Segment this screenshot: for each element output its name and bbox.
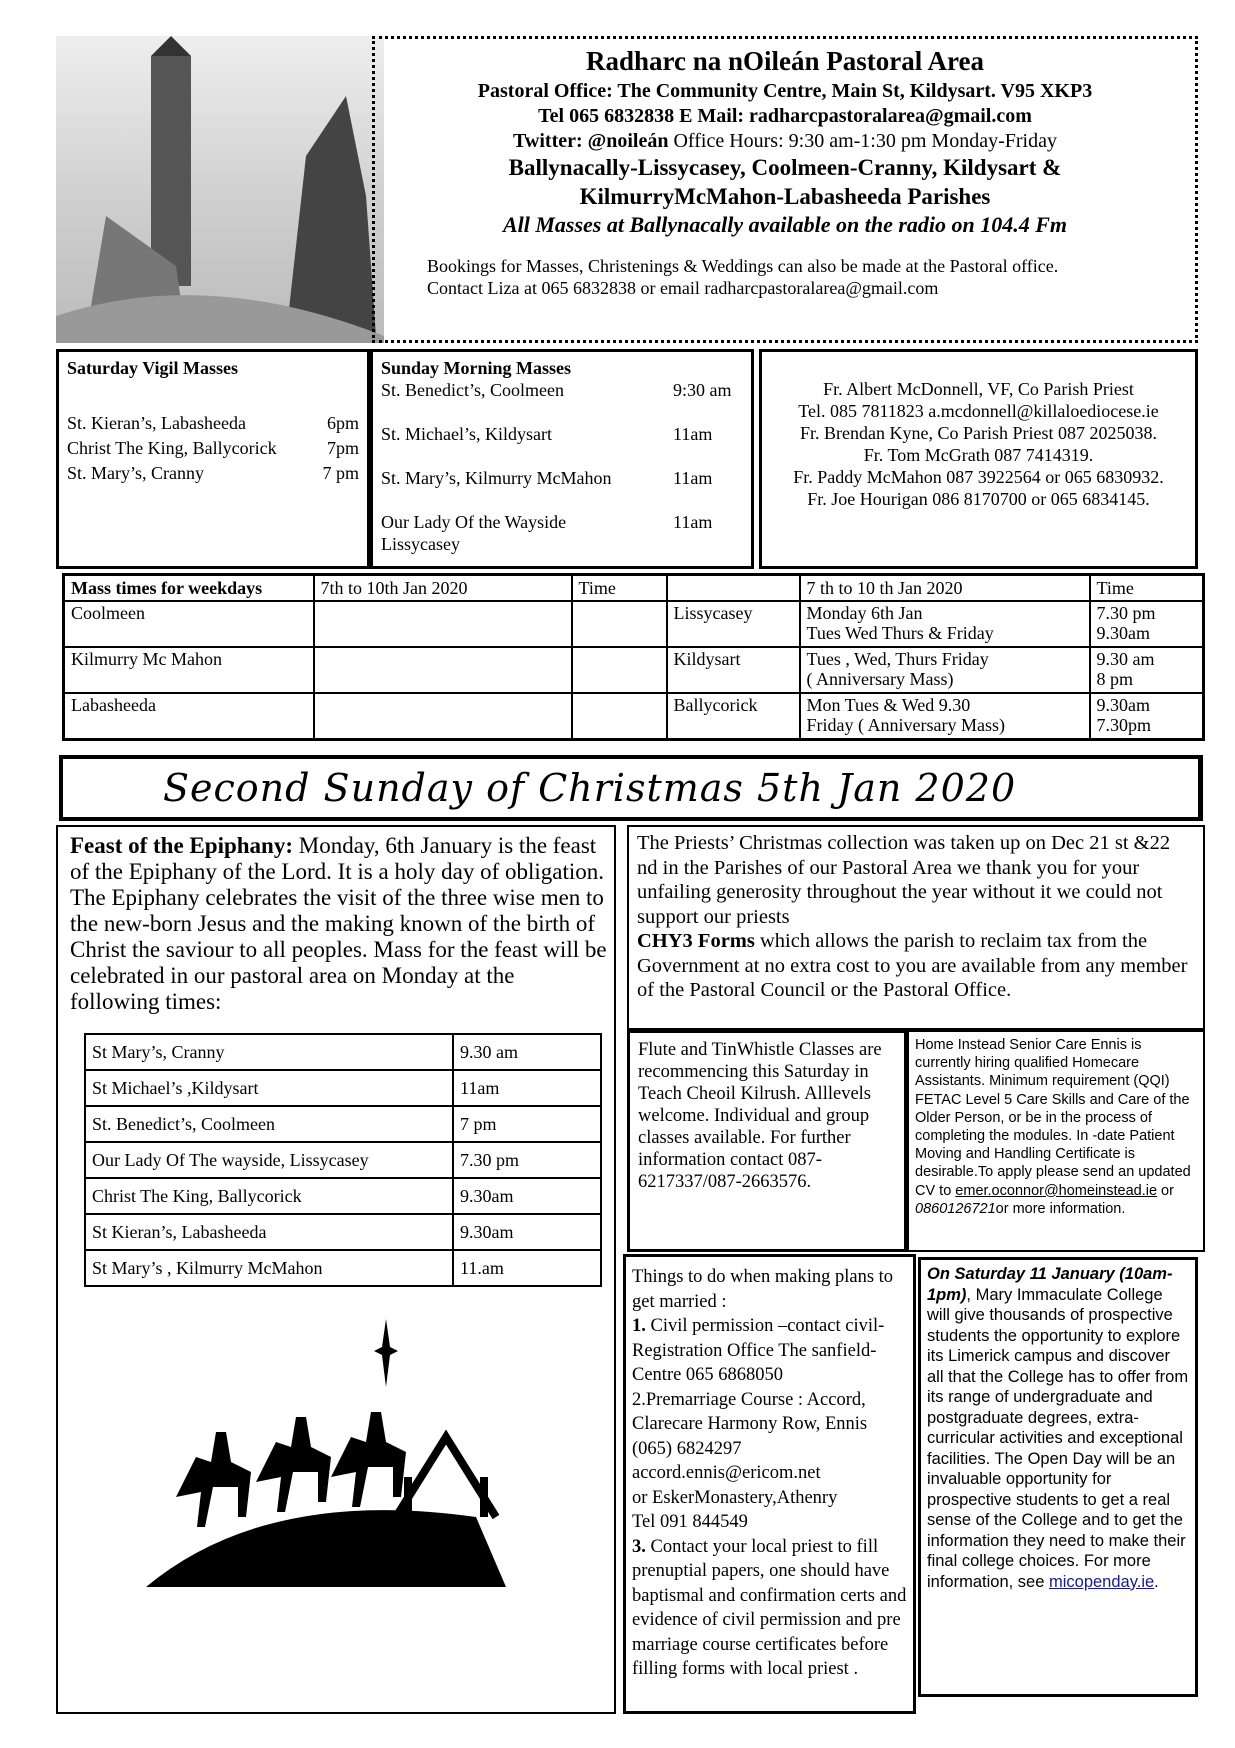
epiphany-mass-row: [85, 1214, 601, 1250]
sunday-mass-row: [381, 467, 743, 511]
epiphany-mass-table: [84, 1033, 602, 1287]
sunday-banner: [59, 755, 1203, 821]
weekday-cell: Mon Tues & Wed 9.30 Friday ( Anniversary Mass): [800, 693, 1090, 739]
weekday-cell: Coolmeen: [64, 601, 314, 647]
weekday-cell: 9.30am 7.30pm: [1090, 693, 1204, 739]
nativity-silhouette-icon: [146, 1317, 506, 1597]
church-name: St Mary’s, Cranny: [85, 1034, 453, 1070]
header-info-box: [372, 36, 1198, 343]
weekday-cell: Kilmurry Mc Mahon: [64, 647, 314, 693]
priest-contact: Tel. 085 7811823 a.mcdonnell@killaloediocese.ie: [798, 401, 1159, 421]
weekday-cell: Lissycasey: [667, 601, 800, 647]
weekday-cell: [314, 601, 572, 647]
weekday-cell: 7.30 pm 9.30am: [1090, 601, 1204, 647]
esker-monastery: or EskerMonastery,Athenry: [632, 1487, 838, 1508]
weekday-cell: 9.30 am 8 pm: [1090, 647, 1204, 693]
mic-text: , Mary Immaculate College will give thousands of prospective students the opportunity to explore its Limerick campus and discover all that the College has to offer from its range of undergraduate and postgraduate degrees, extra-curricular activities and exceptional facilities. The Open Day will be an invaluable opportunity for prospective students to get a real sense of the College and to get the information they need to make their final college choices. For more information, see: [927, 1285, 1189, 1591]
sunday-masses-box: [370, 349, 754, 569]
epiphany-mass-row: [85, 1178, 601, 1214]
weekday-header-cell: Mass times for weekdays: [64, 575, 314, 602]
mic-end: .: [1154, 1572, 1159, 1591]
esker-phone: Tel 091 844549: [632, 1512, 748, 1532]
epiphany-mass-row: [85, 1034, 601, 1070]
weekday-row: [64, 601, 1204, 647]
saturday-mass-row: [67, 411, 359, 436]
chy3-text: which allows the parish to reclaim tax from the Government at no extra cost to you are available from any member of the Pastoral Council or the Pastoral Office.: [637, 930, 1188, 1001]
mass-time: 6pm: [326, 413, 359, 433]
accord-email: accord.ennis@ericom.net: [632, 1463, 821, 1483]
weekday-cell: Ballycorick: [667, 693, 800, 739]
weekday-cell: [572, 693, 667, 739]
epiphany-mass-row: [85, 1106, 601, 1142]
weekday-cell: Kildysart: [667, 647, 800, 693]
saturday-vigil-box: [56, 349, 370, 569]
marriage-step-2: 2.Premarriage Course : Accord, Clarecare Harmony Row, Ennis (065) 6824297: [632, 1389, 868, 1459]
step-3-number: 3.: [632, 1536, 646, 1557]
sunday-title: Sunday Morning Masses: [381, 358, 572, 378]
mass-time: 11am: [673, 512, 713, 532]
church-name: Christ The King, Ballycorick: [67, 438, 277, 458]
sunday-mass-row: [381, 379, 743, 423]
mass-time: 9.30am: [453, 1214, 601, 1250]
homecare-email-link[interactable]: emer.oconnor@homeinstead.ie: [955, 1182, 1158, 1199]
step-3-text: Contact your local priest to fill prenuptial papers, one should have baptismal and confirmation certs and evidence of civil permission and pre marriage course certificates before filling forms with local priest .: [632, 1536, 907, 1679]
saturday-mass-row: [67, 436, 359, 461]
weekday-cell: [572, 647, 667, 693]
marriage-step-1: [632, 1314, 907, 1388]
contact-line: Tel 065 6832838 E Mail: radharcpastoralarea@gmail.com: [538, 104, 1032, 127]
homecare-or: or: [1157, 1182, 1174, 1199]
twitter-hours-line: [375, 129, 1195, 154]
mass-time: 7.30 pm: [453, 1142, 601, 1178]
mass-time: 9.30 am: [453, 1034, 601, 1070]
mass-time: 9.30am: [453, 1178, 601, 1214]
homecare-box: [907, 1030, 1205, 1252]
homecare-text: Home Instead Senior Care Ennis is currently hiring qualified Homecare Assistants. Minimum requirement (QQI) FETAC Level 5 Care Skills and Care of the Older Person, or be in the process of completing the modules. In -date Patient Moving and Handling Certificate is desirable.To apply please send an updated CV to: [915, 1037, 1191, 1199]
saturday-mass-row: [67, 461, 359, 486]
priest-contact: Fr. Albert McDonnell, VF, Co Parish Priest: [823, 379, 1134, 399]
step-1-text: Civil permission –contact civil-Registration Office The sanfield-Centre 065 6868050: [632, 1316, 885, 1385]
twitter-handle: Twitter: @noileán: [513, 129, 669, 152]
church-name: St Michael’s ,Kildysart: [85, 1070, 453, 1106]
radio-notice: All Masses at Ballynacally available on the radio on 104.4 Fm: [502, 212, 1068, 238]
office-address: Pastoral Office: The Community Centre, Main St, Kildysart. V95 XKP3: [477, 79, 1093, 102]
church-name: Our Lady Of the Wayside Lissycasey: [381, 512, 567, 554]
parishes-line-2: KilmurryMcMahon-Labasheeda Parishes: [579, 183, 991, 209]
collection-box: [627, 825, 1205, 1030]
church-name: St. Mary’s, Cranny: [67, 463, 204, 483]
priest-contact: Fr. Brendan Kyne, Co Parish Priest 087 2025038.: [800, 423, 1157, 443]
epiphany-text: [70, 833, 608, 1015]
mic-date: On Saturday 11 January (10am-1pm): [927, 1265, 1173, 1304]
banner-title: Second Sunday of Christmas 5th Jan 2020: [163, 766, 1017, 810]
flute-text: Flute and TinWhistle Classes are recommencing this Saturday in Teach Cheoil Kilrush. Alllevels welcome. Individual and group classes available. For further information contact 087-6217337/087-2663576.: [638, 1040, 882, 1192]
mass-time: 11am: [453, 1070, 601, 1106]
weekday-header-cell: Time: [572, 575, 667, 602]
weekday-header-cell: Time: [1090, 575, 1204, 602]
church-name: St. Mary’s, Kilmurry McMahon: [381, 468, 612, 488]
micopenday-link[interactable]: micopenday.ie: [1048, 1572, 1155, 1591]
parishes-line-1: Ballynacally-Lissycasey, Coolmeen-Cranny, Kildysart &: [508, 154, 1062, 180]
weekday-cell: Tues , Wed, Thurs Friday ( Anniversary Mass): [800, 647, 1090, 693]
priest-contact: Fr. Tom McGrath 087 7414319.: [863, 445, 1094, 465]
priest-contact: Fr. Joe Hourigan 086 8170700 or 065 6834145.: [807, 489, 1150, 509]
weekday-header-cell: 7 th to 10 th Jan 2020: [800, 575, 1090, 602]
church-name: St. Benedict’s, Coolmeen: [381, 380, 564, 400]
pastoral-area-title: Radharc na nOileán Pastoral Area: [585, 46, 984, 76]
mass-time: 11am: [673, 468, 713, 488]
epiphany-mass-row: [85, 1070, 601, 1106]
epiphany-box: [56, 825, 616, 1714]
epiphany-body: Monday, 6th January is the feast of the Epiphany of the Lord. It is a holy day of obligation. The Epiphany celebrates the visit of the three wise men to the new-born Jesus and the making known of the birth of Christ the saviour to all peoples. Mass for the feast will be celebrated in our pastoral area on Monday at the following times:: [70, 833, 607, 1014]
mic-open-day-box: [918, 1257, 1198, 1697]
marriage-step-3: [632, 1535, 907, 1682]
mass-time: 11am: [673, 424, 713, 444]
priest-contact: Fr. Paddy McMahon 087 3922564 or 065 6830932.: [793, 467, 1164, 487]
weekday-cell: [314, 693, 572, 739]
weekday-cell: Labasheeda: [64, 693, 314, 739]
marriage-intro: Things to do when making plans to get married :: [632, 1267, 894, 1312]
weekday-header-cell: [667, 575, 800, 602]
homecare-end: or more information.: [995, 1200, 1126, 1217]
flute-classes-box: [627, 1030, 907, 1252]
chy3-label: CHY3 Forms: [637, 930, 755, 952]
church-name: St Kieran’s, Labasheeda: [85, 1214, 453, 1250]
mass-time: 9:30 am: [673, 380, 732, 400]
mass-time: 7pm: [326, 438, 359, 458]
epiphany-mass-row: [85, 1250, 601, 1286]
church-ruin-illustration: [56, 36, 384, 343]
weekday-cell: [572, 601, 667, 647]
bookings-line-1: Bookings for Masses, Christenings & Weddings can also be made at the Pastoral office.: [427, 255, 1059, 276]
bookings-line-2: Contact Liza at 065 6832838 or email radharcpastoralarea@gmail.com: [427, 278, 939, 299]
office-hours: Office Hours: 9:30 am-1:30 pm Monday-Friday: [668, 129, 1057, 152]
church-name: St. Benedict’s, Coolmeen: [85, 1106, 453, 1142]
weekday-row: [64, 693, 1204, 739]
homecare-phone: 0860126721: [915, 1200, 996, 1217]
saturday-title: Saturday Vigil Masses: [67, 358, 239, 378]
weekday-cell: Monday 6th Jan Tues Wed Thurs & Friday: [800, 601, 1090, 647]
marriage-plans-box: [623, 1254, 916, 1714]
church-name: St Mary’s , Kilmurry McMahon: [85, 1250, 453, 1286]
church-name: St. Kieran’s, Labasheeda: [67, 413, 246, 433]
round-tower-icon: [56, 36, 384, 343]
church-name: Christ The King, Ballycorick: [85, 1178, 453, 1214]
church-name: St. Michael’s, Kildysart: [381, 424, 552, 444]
sunday-mass-row: [381, 423, 743, 467]
epiphany-mass-row: [85, 1142, 601, 1178]
weekday-cell: [314, 647, 572, 693]
sunday-mass-row: [381, 511, 743, 555]
collection-text: The Priests’ Christmas collection was taken up on Dec 21 st &22 nd in the Parishes of our Pastoral Area we thank you for your unfailing generosity throughout the year without it we could not support our priests: [637, 832, 1171, 928]
church-name: Our Lady Of The wayside, Lissycasey: [85, 1142, 453, 1178]
weekday-mass-table: [62, 573, 1205, 741]
step-1-number: 1.: [632, 1316, 646, 1336]
weekday-row: [64, 647, 1204, 693]
mass-time: 11.am: [453, 1250, 601, 1286]
weekday-header-cell: 7th to 10th Jan 2020: [314, 575, 572, 602]
priests-box: [759, 349, 1198, 569]
mass-time: 7 pm: [322, 463, 359, 483]
mass-time: 7 pm: [453, 1106, 601, 1142]
epiphany-lead: Feast of the Epiphany:: [70, 833, 293, 858]
